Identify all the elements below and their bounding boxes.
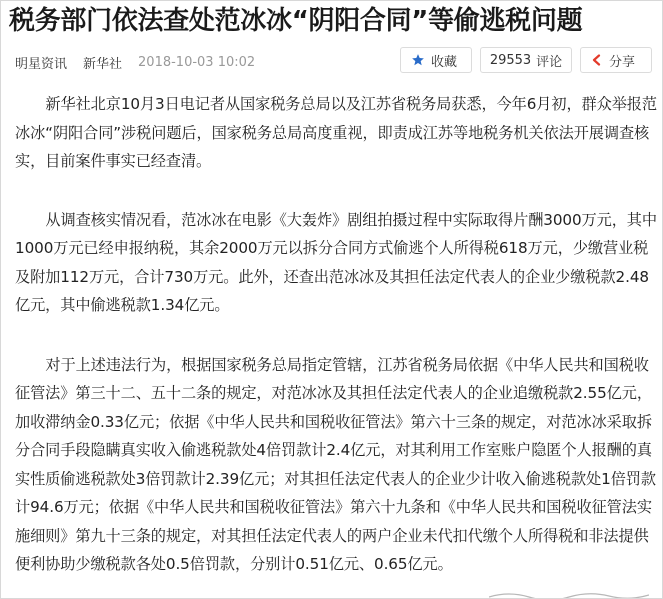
faint-watermark-mark — [489, 589, 649, 599]
share-label: 分享 — [609, 54, 636, 70]
favorite-label: 收藏 — [431, 54, 458, 70]
source-channel[interactable]: 明星资讯 — [15, 56, 68, 72]
article-meta — [15, 49, 255, 75]
comment-count: 29553 — [489, 52, 532, 68]
comment-button[interactable] — [480, 47, 572, 73]
comment-label: 评论 — [536, 54, 563, 70]
article-title: 税务部门依法查处范冰冰“阴阳合同”等偷逃税问题 — [9, 6, 583, 36]
share-button[interactable] — [580, 47, 652, 73]
article-paragraph: 从调查核实情况看，范冰冰在电影《大轰炸》剧组拍摄过程中实际取得片酬3000万元，其中1000万元已经申报纳税，其余2000万元以拆分合同方式偷逃个人所得税618万元，少缴营业税及附加112万元，合计730万元。此外，还查出范冰冰及其担任法定代表人的企业少缴税款2.48亿元，其中偷逃税款1.34亿元。 — [15, 210, 657, 314]
article-body — [15, 89, 657, 599]
article-actions — [400, 47, 652, 73]
article-paragraph: 对于上述违法行为，根据国家税务总局指定管辖，江苏省税务局依据《中华人民共和国税收征管法》第三十二、五十二条的规定，对范冰冰及其担任法定代表人的企业追缴税款2.55亿元，加收滞纳金0.33亿元；依据《中华人民共和国税收征管法》第六十三条的规定，对范冰冰采取拆分合同手段隐瞒真实收入偷逃税款处4倍罚款计2.4亿元，对其利用工作室账户隐匿个人报酬的真实性质偷逃税款处3倍罚款计2.39亿元；对其担任法定代表人的企业少计收入偷逃税款处1倍罚款计94.6万元；依据《中华人民共和国税收征管法》第六十九条和《中华人民共和国税收征管法实施细则》第九十三条的规定，对其担任法定代表人的两户企业未代扣代缴个人所得税和非法提供便利协助少缴税款各处0.5倍罚款，分别计0.51亿元、0.65亿元。 — [15, 355, 656, 573]
share-chevron-icon — [591, 54, 603, 66]
source-agency: 新华社 — [83, 56, 123, 72]
publish-date: 2018-10-03 10:02 — [138, 54, 256, 70]
article-paragraph: 新华社北京10月3日电记者从国家税务总局以及江苏省税务局获悉，今年6月初，群众举报范冰冰“阴阳合同”涉税问题后，国家税务总局高度重视，即责成江苏等地税务机关依法开展调查核实，目前案件事实已经查清。 — [15, 95, 657, 170]
favorite-button[interactable] — [400, 47, 472, 73]
star-icon — [411, 53, 425, 67]
